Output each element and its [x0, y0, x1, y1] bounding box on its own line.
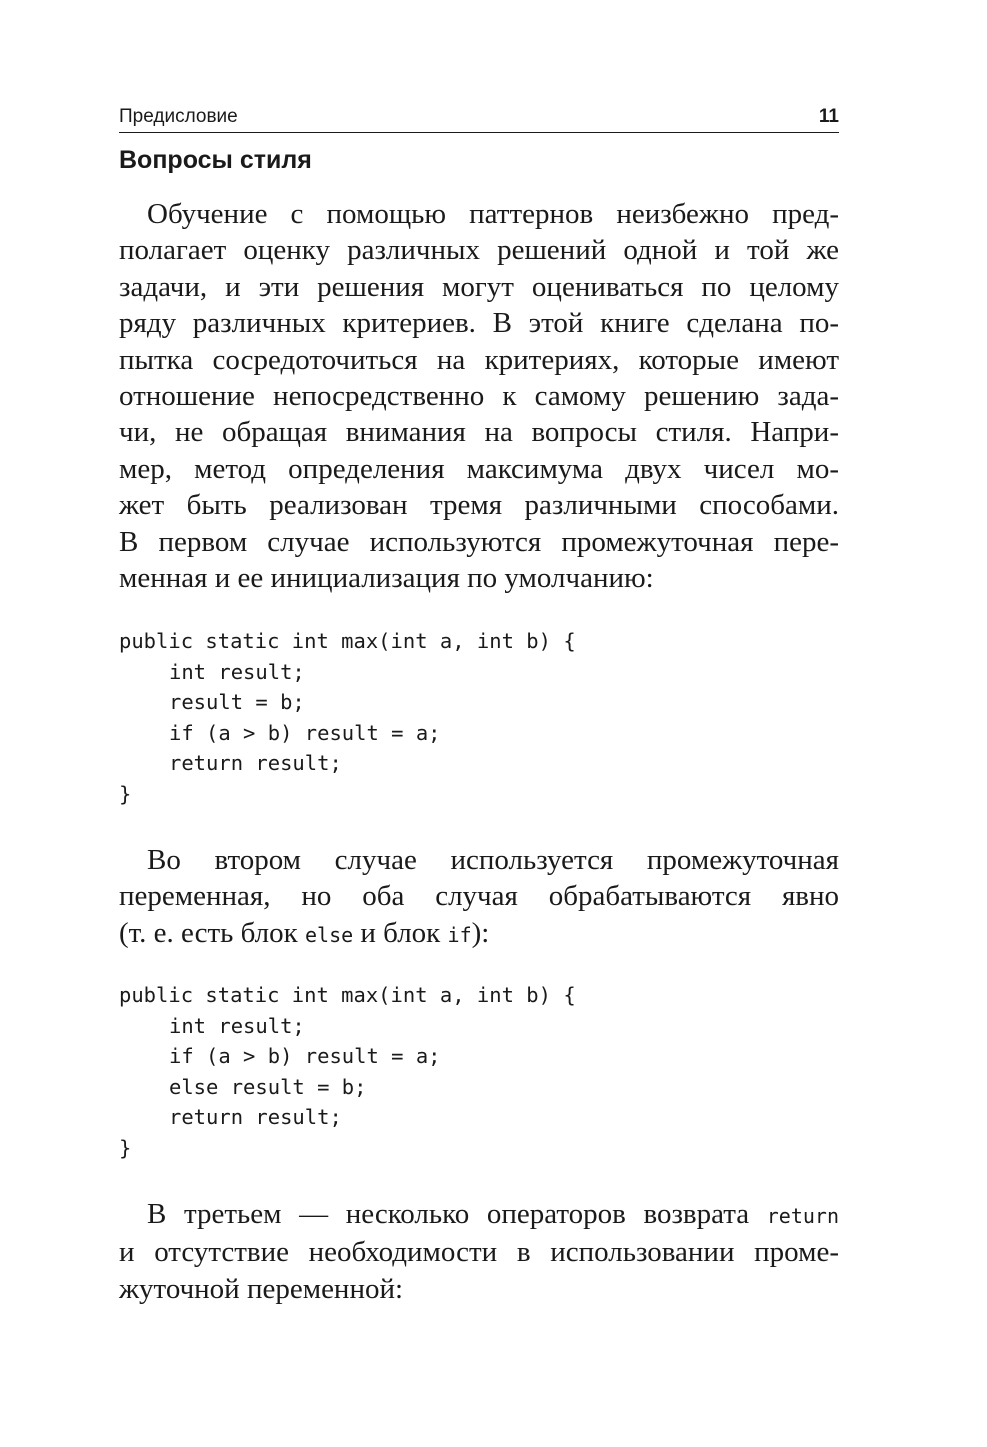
code-line: if (a > b) result = a;: [169, 1044, 441, 1068]
paragraph-line: Во втором случае используется промежуточная: [147, 844, 839, 876]
paragraph-line: пытка сосредоточиться на критериях, которые имеют: [119, 343, 839, 376]
paragraph-line: переменная, но оба случая обрабатываются явно: [119, 880, 839, 913]
text-span: В третьем — несколько операторов возврата: [147, 1198, 767, 1230]
code-line: }: [119, 781, 132, 806]
inline-code-if: if: [447, 922, 472, 947]
code-block-1: [119, 626, 576, 809]
paragraph-3: [119, 1196, 839, 1307]
paragraph-2: [119, 842, 839, 953]
code-line: int result;: [169, 1013, 305, 1038]
code-line: }: [119, 1135, 132, 1160]
running-header: [119, 104, 839, 133]
code-line: if (a > b) result = a;: [169, 720, 441, 745]
page-number: 11: [818, 106, 839, 127]
code-line: result = b;: [169, 690, 305, 714]
code-line: public static int max(int a, int b) {: [119, 983, 576, 1007]
paragraph-line: В первом случае используются промежуточная пере-: [119, 525, 839, 558]
paragraph-line: ряду различных критериев. В этой книге сделана по-: [119, 307, 839, 340]
paragraph-line: менная и ее инициализация по умолчанию:: [119, 562, 654, 595]
paragraph-line: [119, 1196, 839, 1234]
paragraph-1: [119, 196, 839, 596]
code-line: else result = b;: [169, 1074, 367, 1099]
code-line: return result;: [169, 751, 342, 775]
text-span: ):: [471, 916, 490, 949]
section-heading: Вопросы стиля: [119, 146, 312, 174]
paragraph-line: Обучение с помощью паттернов неизбежно пред-: [147, 198, 839, 230]
paragraph-line: задачи, и эти решения могут оцениваться по целому: [119, 270, 839, 303]
inline-code-return: return: [766, 1204, 839, 1228]
paragraph-line: жет быть реализован тремя различными способами.: [119, 489, 839, 522]
paragraph-line: и отсутствие необходимости в использовании проме-: [119, 1236, 839, 1269]
paragraph-line: мер, метод определения максимума двух чисел мо-: [119, 452, 839, 485]
paragraph-line: [119, 915, 839, 953]
paragraph-line: отношение непосредственно к самому решению зада-: [119, 380, 839, 413]
running-title: Предисловие: [119, 106, 238, 127]
code-line: public static int max(int a, int b) {: [119, 629, 576, 653]
text-span: (т. е. есть блок: [119, 916, 305, 949]
inline-code-else: else: [304, 922, 354, 947]
code-line: return result;: [169, 1105, 342, 1129]
text-span: и блок: [353, 916, 448, 949]
code-line: int result;: [169, 659, 305, 684]
paragraph-line: жуточной переменной:: [119, 1272, 404, 1305]
code-block-2: [119, 980, 576, 1163]
paragraph-line: полагает оценку различных решений одной и той же: [119, 234, 839, 267]
paragraph-line: чи, не обращая внимания на вопросы стиля. Напри-: [119, 416, 839, 449]
